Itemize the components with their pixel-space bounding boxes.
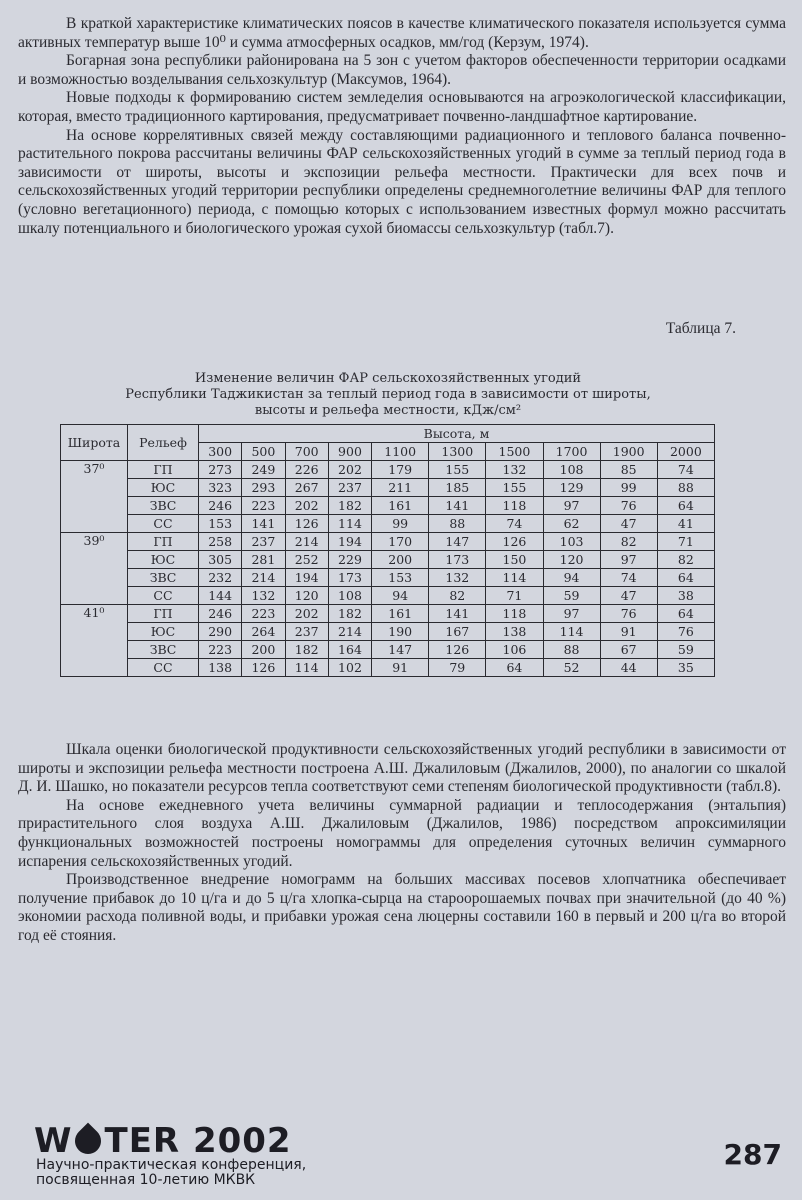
value-cell: 74: [486, 515, 543, 533]
value-cell: 252: [285, 551, 328, 569]
relief-cell: ЗВС: [128, 641, 199, 659]
conference-subtitle: [36, 1158, 306, 1188]
value-cell: 108: [543, 461, 600, 479]
value-cell: 129: [543, 479, 600, 497]
value-cell: 88: [657, 479, 714, 497]
value-cell: 82: [429, 587, 486, 605]
value-cell: 103: [543, 533, 600, 551]
value-cell: 223: [199, 641, 242, 659]
value-cell: 190: [372, 623, 429, 641]
value-cell: 258: [199, 533, 242, 551]
value-cell: 264: [242, 623, 285, 641]
value-cell: 214: [242, 569, 285, 587]
height-header: 500: [242, 443, 285, 461]
value-cell: 237: [242, 533, 285, 551]
value-cell: 211: [372, 479, 429, 497]
value-cell: 161: [372, 497, 429, 515]
value-cell: 118: [486, 605, 543, 623]
table-row: [61, 479, 715, 497]
table-row: [61, 461, 715, 479]
value-cell: 64: [657, 569, 714, 587]
table-row: [61, 551, 715, 569]
value-cell: 200: [242, 641, 285, 659]
value-cell: 173: [328, 569, 371, 587]
value-cell: 185: [429, 479, 486, 497]
table-caption: [60, 371, 716, 419]
value-cell: 267: [285, 479, 328, 497]
value-cell: 237: [285, 623, 328, 641]
value-cell: 91: [372, 659, 429, 677]
relief-cell: ЗВС: [128, 497, 199, 515]
table-row: [61, 497, 715, 515]
value-cell: 126: [285, 515, 328, 533]
value-cell: 126: [242, 659, 285, 677]
value-cell: 141: [429, 605, 486, 623]
table-row: [61, 623, 715, 641]
value-cell: 52: [543, 659, 600, 677]
height-header: 1500: [486, 443, 543, 461]
value-cell: 182: [328, 497, 371, 515]
value-cell: 114: [543, 623, 600, 641]
relief-cell: СС: [128, 587, 199, 605]
table-label: Таблица 7.: [665, 320, 736, 337]
value-cell: 97: [543, 497, 600, 515]
relief-cell: ГП: [128, 533, 199, 551]
value-cell: 202: [328, 461, 371, 479]
value-cell: 194: [328, 533, 371, 551]
value-cell: 281: [242, 551, 285, 569]
paragraph: На основе коррелятивных связей между составляющими радиационного и теплового баланса почвенно-растительного покрова рассчитаны величины ФАР сельскохозяйственных угодий в сумме за теплый период года в зависимости от широты, высоты и экспозиции рельефа местности. Практически для всех почв и сельскохозяйственных угодий территории республики определены среднемноголетние величины ФАР для теплого (условно вегетационного) периода, с помощью которых с использованием известных формул можно рассчитать шкалу потенциального и биологического урожая сухой биомассы сельхозкультур (табл.7).: [18, 126, 786, 237]
value-cell: 132: [486, 461, 543, 479]
value-cell: 147: [429, 533, 486, 551]
value-cell: 76: [600, 605, 657, 623]
value-cell: 141: [242, 515, 285, 533]
value-cell: 120: [543, 551, 600, 569]
value-cell: 64: [657, 605, 714, 623]
value-cell: 138: [199, 659, 242, 677]
value-cell: 94: [543, 569, 600, 587]
caption-line: Изменение величин ФАР сельскохозяйственных угодий: [194, 371, 582, 386]
table-row: [61, 515, 715, 533]
value-cell: 97: [543, 605, 600, 623]
value-cell: 76: [657, 623, 714, 641]
value-cell: 114: [328, 515, 371, 533]
value-cell: 102: [328, 659, 371, 677]
value-cell: 82: [657, 551, 714, 569]
relief-cell: ЮС: [128, 623, 199, 641]
value-cell: 226: [285, 461, 328, 479]
paragraph: Шкала оценки биологической продуктивности сельскохозяйственных угодий республики в зависимости от широты и экспозиции рельефа местности построена А.Ш. Джалиловым (Джалилов, 2000), по аналогии со шкалой Д. И. Шашко, но показатели ресурсов тепла соответствуют семи степеням биологической продуктивности (табл.8).: [18, 741, 786, 796]
value-cell: 290: [199, 623, 242, 641]
value-cell: 71: [486, 587, 543, 605]
value-cell: 79: [429, 659, 486, 677]
value-cell: 323: [199, 479, 242, 497]
paragraph: На основе ежедневного учета величины суммарной радиации и теплосодержания (энтальпия) прирастительного слоя воздуха А.Ш. Джалиловым (Джалилов, 1986) посредством апроксимиляции функциональных возможностей построены номограммы для определения суточных величин суммарного испарения сельскохозяйственных угодий.: [18, 796, 786, 870]
header-height: Высота, м: [199, 425, 715, 443]
value-cell: 214: [285, 533, 328, 551]
relief-cell: ГП: [128, 461, 199, 479]
logo-letter: W: [34, 1121, 73, 1161]
paragraph: Новые подходы к формированию систем земледелия основываются на агроэкологической классификации, которая, вместо традиционного картирования, предусматривает почвенно-ландшафтное картирование.: [18, 89, 786, 125]
value-cell: 246: [199, 497, 242, 515]
value-cell: 273: [199, 461, 242, 479]
height-header: 1900: [600, 443, 657, 461]
latitude-cell: 39⁰: [61, 533, 128, 605]
caption-line: высоты и рельефа местности, кДж/см²: [254, 403, 522, 418]
header-relief: Рельеф: [128, 425, 199, 461]
value-cell: 167: [429, 623, 486, 641]
height-header: 900: [328, 443, 371, 461]
value-cell: 155: [429, 461, 486, 479]
relief-cell: СС: [128, 659, 199, 677]
value-cell: 153: [199, 515, 242, 533]
value-cell: 170: [372, 533, 429, 551]
value-cell: 108: [328, 587, 371, 605]
value-cell: 132: [242, 587, 285, 605]
relief-cell: ГП: [128, 605, 199, 623]
value-cell: 44: [600, 659, 657, 677]
value-cell: 229: [328, 551, 371, 569]
table-row: [61, 569, 715, 587]
value-cell: 114: [486, 569, 543, 587]
value-cell: 88: [429, 515, 486, 533]
latitude-cell: 37⁰: [61, 461, 128, 533]
value-cell: 214: [328, 623, 371, 641]
value-cell: 38: [657, 587, 714, 605]
value-cell: 161: [372, 605, 429, 623]
value-cell: 249: [242, 461, 285, 479]
value-cell: 91: [600, 623, 657, 641]
value-cell: 59: [543, 587, 600, 605]
value-cell: 223: [242, 605, 285, 623]
relief-cell: СС: [128, 515, 199, 533]
value-cell: 147: [372, 641, 429, 659]
far-table: [60, 424, 715, 677]
value-cell: 47: [600, 515, 657, 533]
table-body: [61, 461, 715, 677]
value-cell: 35: [657, 659, 714, 677]
value-cell: 200: [372, 551, 429, 569]
table-row: [61, 641, 715, 659]
subtitle-line: посвященная 10-летию МКВК: [36, 1172, 256, 1188]
relief-cell: ЗВС: [128, 569, 199, 587]
logo-text: TER 2002: [104, 1121, 292, 1161]
value-cell: 126: [429, 641, 486, 659]
value-cell: 232: [199, 569, 242, 587]
table-row: [61, 533, 715, 551]
table-row: [61, 587, 715, 605]
water-drop-icon: [69, 1123, 106, 1160]
value-cell: 120: [285, 587, 328, 605]
paragraph: Богарная зона республики районирована на 5 зон с учетом факторов обеспеченности территории осадками и возможностью возделывания сельхозкультур (Максумов, 1964).: [18, 52, 786, 88]
value-cell: 114: [285, 659, 328, 677]
height-header: 700: [285, 443, 328, 461]
value-cell: 305: [199, 551, 242, 569]
conference-logo: [34, 1121, 292, 1161]
value-cell: 141: [429, 497, 486, 515]
paragraph: В краткой характеристике климатических поясов в качестве климатического показателя используется сумма активных температур выше 10⁰ и сумма атмосферных осадков, мм/год (Керзум, 1974).: [18, 15, 786, 51]
value-cell: 74: [657, 461, 714, 479]
value-cell: 182: [285, 641, 328, 659]
value-cell: 202: [285, 605, 328, 623]
value-cell: 67: [600, 641, 657, 659]
value-cell: 97: [600, 551, 657, 569]
value-cell: 144: [199, 587, 242, 605]
value-cell: 74: [600, 569, 657, 587]
body-text-top: [18, 15, 786, 238]
subtitle-line: Научно-практическая конференция,: [36, 1157, 307, 1173]
value-cell: 99: [372, 515, 429, 533]
page-number: 287: [723, 1138, 782, 1171]
value-cell: 64: [657, 497, 714, 515]
paragraph: Производственное внедрение номограмм на больших массивах посевов хлопчатника обеспечивает получение прибавок до 10 ц/га и до 5 ц/га хлопка-сырца на староорошаемых почвах при значительной (до 40 %) экономии расхода поливной воды, и прибавки урожая сена люцерны составили 160 в первый и 200 ц/га во второй год её стояния.: [18, 871, 786, 944]
value-cell: 153: [372, 569, 429, 587]
value-cell: 88: [543, 641, 600, 659]
value-cell: 99: [600, 479, 657, 497]
value-cell: 59: [657, 641, 714, 659]
value-cell: 293: [242, 479, 285, 497]
value-cell: 41: [657, 515, 714, 533]
value-cell: 164: [328, 641, 371, 659]
value-cell: 71: [657, 533, 714, 551]
value-cell: 202: [285, 497, 328, 515]
height-header: 1100: [372, 443, 429, 461]
value-cell: 237: [328, 479, 371, 497]
value-cell: 85: [600, 461, 657, 479]
value-cell: 179: [372, 461, 429, 479]
latitude-cell: 41⁰: [61, 605, 128, 677]
value-cell: 223: [242, 497, 285, 515]
value-cell: 118: [486, 497, 543, 515]
value-cell: 138: [486, 623, 543, 641]
height-header: 1700: [543, 443, 600, 461]
value-cell: 182: [328, 605, 371, 623]
value-cell: 106: [486, 641, 543, 659]
value-cell: 150: [486, 551, 543, 569]
height-header: 2000: [657, 443, 714, 461]
value-cell: 155: [486, 479, 543, 497]
value-cell: 246: [199, 605, 242, 623]
relief-cell: ЮС: [128, 551, 199, 569]
value-cell: 132: [429, 569, 486, 587]
value-cell: 47: [600, 587, 657, 605]
value-cell: 62: [543, 515, 600, 533]
caption-line: Республики Таджикистан за теплый период года в зависимости от широты,: [125, 387, 651, 402]
table-row: [61, 659, 715, 677]
value-cell: 64: [486, 659, 543, 677]
value-cell: 76: [600, 497, 657, 515]
header-latitude: Широта: [61, 425, 128, 461]
value-cell: 82: [600, 533, 657, 551]
value-cell: 194: [285, 569, 328, 587]
value-cell: 126: [486, 533, 543, 551]
height-header: 300: [199, 443, 242, 461]
height-header: 1300: [429, 443, 486, 461]
body-text-bottom: [18, 741, 786, 946]
value-cell: 173: [429, 551, 486, 569]
value-cell: 94: [372, 587, 429, 605]
table-row: [61, 605, 715, 623]
relief-cell: ЮС: [128, 479, 199, 497]
